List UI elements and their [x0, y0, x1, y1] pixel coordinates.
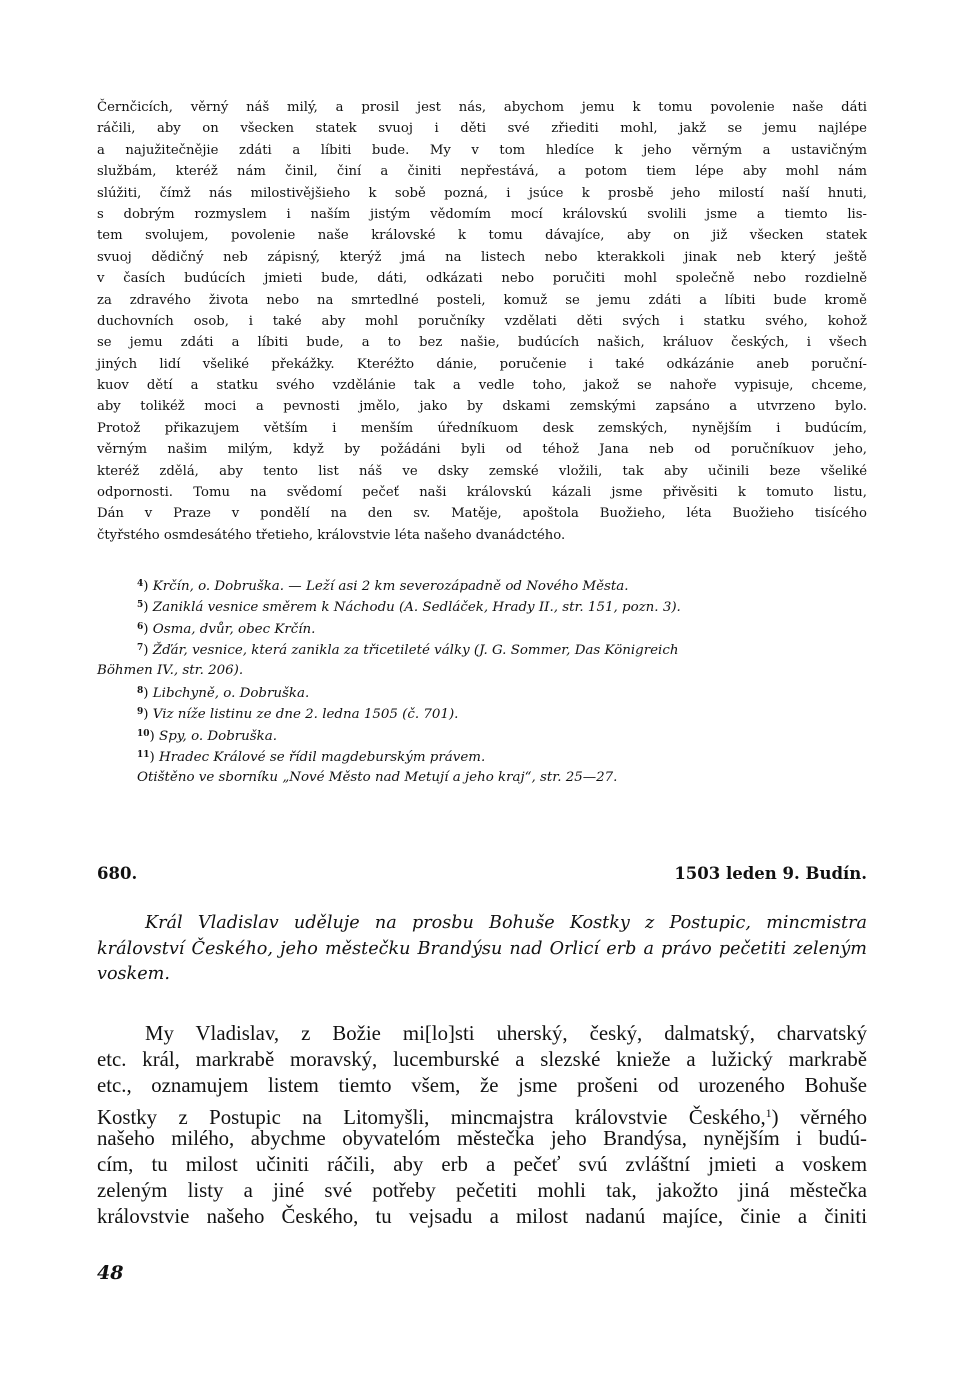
regest-line: království Českého, jeho městečku Brandýsu nad Orlicí erb a právo pečetiti zeleným: [97, 938, 867, 959]
text-line: Černčicích, věrný náš milý, a prosil jest nás, abychom jemu k tomu povolenie naše dáti: [97, 100, 867, 115]
footnote: $^{11}$) Hradec Králové se řídil magdeburským právem.: [137, 750, 486, 766]
footnote-text: Zaniklá vesnice směrem k Náchodu (A. Sedláček, Hrady II., str. 151, pozn. 3).: [152, 600, 681, 616]
regest: [97, 911, 867, 988]
continued-letter-text: [97, 97, 867, 546]
text-line: zeleným listy a jiné své potřeby pečetiti mohli tak, jakožto jiná městečka: [97, 1179, 867, 1203]
text-line: tem svolujem, povolenie naše královské k tomu dávajíce, aby on již všecken statek: [97, 228, 867, 244]
page-number: 48: [97, 1262, 124, 1284]
text-line: Dán v Praze v pondělí na den sv. Matěje, apoštola Buožieho, léta Buožieho tisícého: [97, 506, 867, 522]
text-line: našeho milého, abychme obyvatelóm městečka jeho Brandýsa, nynějším i budú-: [97, 1126, 867, 1150]
text-line: jiných lidí všeliké překážky. Kteréžto dánie, poručenie i také odkázánie aneb poruční-: [97, 356, 867, 372]
regest-line: Král Vladislav uděluje na prosbu Bohuše Kostky z Postupic, mincmistra: [145, 913, 867, 933]
document-number: 680.: [97, 864, 138, 883]
text-line: s dobrým rozmyslem i naším jistým vědomím mocí královskú svolili jsme a tiemto lis-: [97, 206, 867, 222]
footnote-number: 7: [137, 643, 144, 654]
footnote: $^4$) Krčín, o. Dobruška. — Leží asi 2 km severozápadně od Nového Města.: [137, 579, 629, 594]
footnote-text: Viz níže listinu ze dne 2. ledna 1505 (č. 701).: [152, 707, 459, 723]
text-line: odpornosti. Tomu na svědomí pečeť naši královskú kázali jsme přivěsiti k tomuto listu,: [97, 485, 867, 501]
text-line: My Vladislav, z Božie mi[lo]sti uherský, český, dalmatský, charvatský: [145, 1022, 867, 1045]
text-line: kuov dětí a statku svého vzdělánie tak a vedle toho, jakož se nahoře vypisuje, chceme,: [97, 378, 867, 394]
footnote-number: 6: [137, 621, 144, 632]
text-line: cím, tu milost učiniti ráčili, aby erb a pečeť svú zvláštní jmieti a voskem: [97, 1152, 867, 1176]
text-line: slúžiti, čímž nás milostivějšieho k sobě pozná, i jsúce k prosbě jeho milostí naší hnuti,: [97, 185, 867, 201]
footnote-text: Osma, dvůr, obec Krčín.: [152, 621, 316, 637]
footnote-number: 5: [137, 600, 144, 611]
text-line: aby tolikéž moci a pevnosti jmělo, jako by dskami zemskými zapsáno a utvrzeno bylo.: [97, 399, 867, 415]
footnote: $^9$) Viz níže listinu ze dne 2. ledna 1505 (č. 701).: [137, 707, 459, 723]
footnote-text: Hradec Králové se řídil magdeburským právem.: [159, 750, 486, 766]
regest-line: voskem.: [97, 964, 170, 984]
text-segment: ) věrného: [771, 1105, 868, 1129]
edition-note: [97, 767, 867, 788]
footnote-text: Krčín, o. Dobruška. — Leží asi 2 km severozápadně od Nového Města.: [152, 579, 629, 594]
text-line: Protož přikazujem větším i menším úředníkuom desk zemských, nynějším i budúcím,: [97, 420, 867, 436]
footnote: $^{10}$) Spy, o. Dobruška.: [137, 728, 278, 744]
text-segment: Kostky z Postupic na Litomyšli, mincmajstra královstvie Českého,: [97, 1105, 766, 1129]
footnote-text: Spy, o. Dobruška.: [159, 728, 278, 744]
document-text: [97, 1021, 867, 1231]
text-line: za zdravého života nebo na smrtedlné posteli, komuž se jemu zdáti a líbiti bude kromě: [97, 292, 867, 308]
text-line: čtyřstého osmdesátého třetieho, královstvie léta našeho dvanádctého.: [97, 527, 566, 543]
text-line: [97, 1100, 868, 1129]
footnote: $^6$) Osma, dvůr, obec Krčín.: [137, 621, 316, 637]
footnote-text: Böhmen IV., str. 206).: [97, 662, 244, 678]
document-date-place: 1503 leden 9. Budín.: [674, 864, 867, 883]
footnote-number: 4: [137, 579, 144, 589]
footnote-number: 8: [137, 685, 144, 696]
footnote: $^7$) Žďár, vesnice, která zanikla za třicetileté války (J. G. Sommer, Das Königreich: [137, 643, 679, 659]
footnote-reference: 1: [765, 1105, 772, 1120]
text-line: etc., oznamujem listem tiemto všem, že jsme prošeni od urozeného Bohuše: [97, 1074, 867, 1098]
text-line: svuoj dědičný neb zápisný, kterýž jmá na listech nebo kterakkoli jinak neb který ještě: [97, 249, 867, 265]
text-line: ráčili, aby on všecken statek svuoj i děti své zřiediti mohl, jakž se jemu najlépe: [97, 121, 867, 137]
footnote-number: 9: [137, 707, 144, 718]
footnotes: [97, 574, 867, 788]
footnote-text: Libchyně, o. Dobruška.: [152, 685, 310, 701]
text-line: a najužitečnějie zdáti a líbiti bude. My v tom hledíce k jeho věrným a ustavičným: [97, 142, 867, 158]
footnote-text: Otištěno ve sborníku „Nové Město nad Metují a jeho kraj“, str. 25—27.: [137, 769, 618, 785]
footnote: $^5$) Zaniklá vesnice směrem k Náchodu (A. Sedláček, Hrady II., str. 151, pozn. 3).: [137, 600, 681, 616]
text-line: věrným našim milým, když by požádáni byli od téhož Jana neb od poručníkuov jeho,: [97, 442, 867, 458]
footnote-continuation: [97, 660, 867, 681]
footnote-text: Žďár, vesnice, která zanikla za třicetileté války (J. G. Sommer, Das Königreich: [152, 643, 679, 659]
text-line: službám, kteréž nám činil, činí a činiti nepřestává, a potom tiem lépe aby mohl nám: [97, 164, 867, 180]
text-line: královstvie našeho Českého, tu vejsadu a milost nadanú majíce, činie a činiti: [97, 1205, 867, 1229]
footnote: $^8$) Libchyně, o. Dobruška.: [137, 685, 310, 701]
footnote-number: 10: [137, 728, 150, 739]
text-line: duchovních osob, i také aby mohl poručníky vzdělati děti svých i statku svého, kohož: [97, 313, 867, 329]
book-page: [97, 0, 867, 1380]
text-line: etc. král, markrabě moravský, lucemburské a slezské knieže a lužický markrabě: [97, 1048, 867, 1072]
footnote-number: 11: [137, 750, 150, 761]
text-line: kteréž zdělá, aby tento list náš ve dsky zemské vložili, tak aby učinili beze všeliké: [97, 463, 867, 479]
text-line: se jemu zdáti a líbiti bude, a to bez našie, budúcích našich, králuov českých, i všech: [97, 335, 867, 351]
text-line: v časích budúcích jmieti bude, dáti, odkázati nebo poručiti mohl společně nebo rozdielně: [97, 271, 867, 287]
